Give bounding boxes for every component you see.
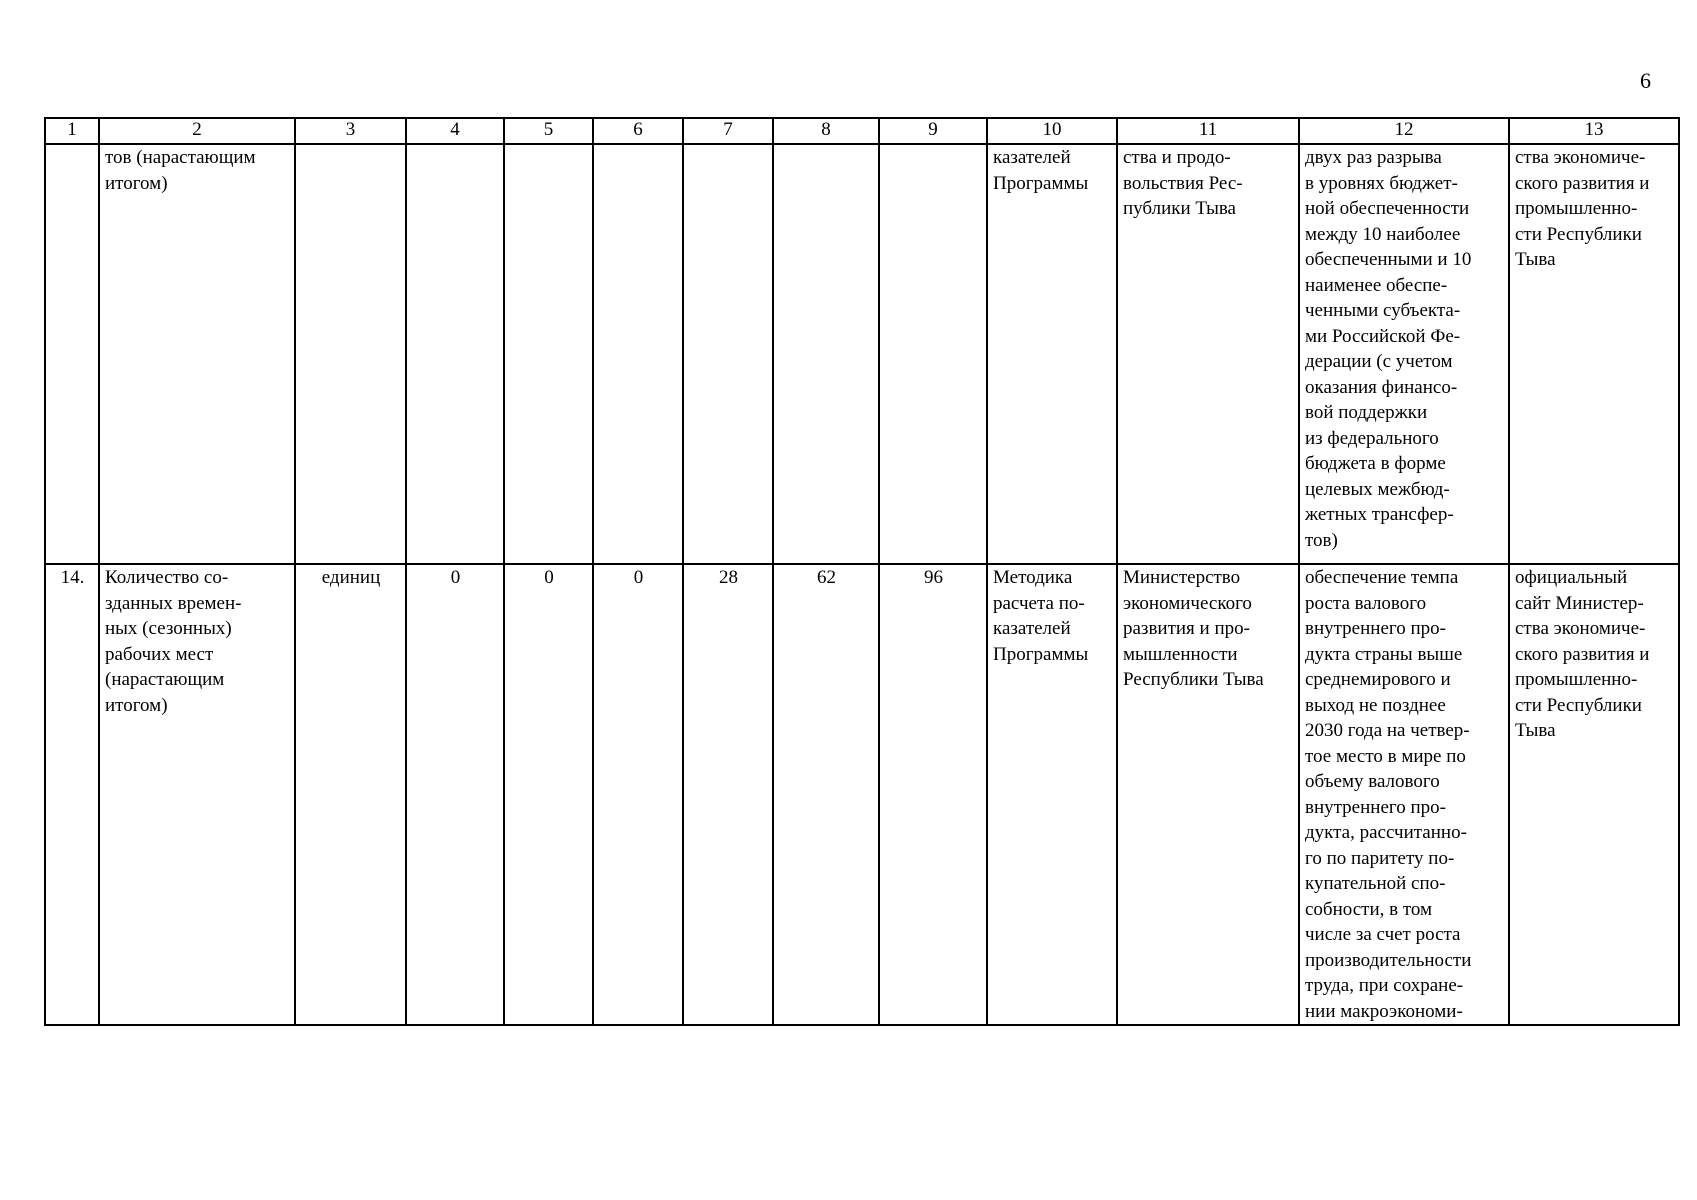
value-cell [879, 144, 987, 564]
column-number-9: 9 [879, 118, 987, 144]
value-cell [773, 144, 879, 564]
unit-cell [295, 144, 406, 564]
table-row [45, 144, 1679, 564]
row-number-cell [45, 144, 99, 564]
column-number-8: 8 [773, 118, 879, 144]
unit-cell: единиц [295, 564, 406, 1025]
column-number-4: 4 [406, 118, 504, 144]
responsible-body-cell: Министерство экономического развития и про- мышленности Республики Тыва [1117, 564, 1299, 1025]
column-number-3: 3 [295, 118, 406, 144]
value-cell: 0 [406, 564, 504, 1025]
column-number-5: 5 [504, 118, 593, 144]
national-goal-cell: двух раз разрыва в уровнях бюджет- ной обеспеченности между 10 наиболее обеспеченными и 10 наименее обеспе- ченными субъекта- ми Российской Фе- дерации (с учетом оказания финансо- вой поддержки из федерального бюджета в форме целевых межбюд- жетных трансфер- тов) [1299, 144, 1509, 564]
indicator-name-cell: Количество со- зданных времен- ных (сезонных) рабочих мест (нарастающим итогом) [99, 564, 295, 1025]
source-cell: официальный сайт Министер- ства экономиче- ского развития и промышленно- сти Республики Тыва [1509, 564, 1679, 1025]
column-number-10: 10 [987, 118, 1117, 144]
methodology-cell: Методика расчета по- казателей Программы [987, 564, 1117, 1025]
value-cell: 0 [504, 564, 593, 1025]
value-cell: 28 [683, 564, 773, 1025]
methodology-cell: казателей Программы [987, 144, 1117, 564]
indicator-name-cell: тов (нарастающим итогом) [99, 144, 295, 564]
value-cell: 96 [879, 564, 987, 1025]
page-number: 6 [1640, 68, 1651, 93]
value-cell [593, 144, 683, 564]
value-cell [683, 144, 773, 564]
value-cell: 62 [773, 564, 879, 1025]
column-number-2: 2 [99, 118, 295, 144]
source-cell: ства экономиче- ского развития и промышленно- сти Республики Тыва [1509, 144, 1679, 564]
column-number-13: 13 [1509, 118, 1679, 144]
value-cell [504, 144, 593, 564]
national-goal-cell: обеспечение темпа роста валового внутреннего про- дукта страны выше среднемирового и выход не позднее 2030 года на четвер- тое место в мире по объему валового внутреннего про- дукта, рассчитанно- го по паритету по- купательной спо- собности, в том числе за счет роста производительности труда, при сохране- нии макроэкономи- [1299, 564, 1509, 1025]
table-row [45, 564, 1679, 1025]
column-number-row [45, 118, 1679, 144]
indicators-table [44, 117, 1680, 1026]
row-number-cell: 14. [45, 564, 99, 1025]
value-cell: 0 [593, 564, 683, 1025]
column-number-1: 1 [45, 118, 99, 144]
column-number-12: 12 [1299, 118, 1509, 144]
column-number-11: 11 [1117, 118, 1299, 144]
column-number-7: 7 [683, 118, 773, 144]
value-cell [406, 144, 504, 564]
responsible-body-cell: ства и продо- вольствия Рес- публики Тыва [1117, 144, 1299, 564]
column-number-6: 6 [593, 118, 683, 144]
